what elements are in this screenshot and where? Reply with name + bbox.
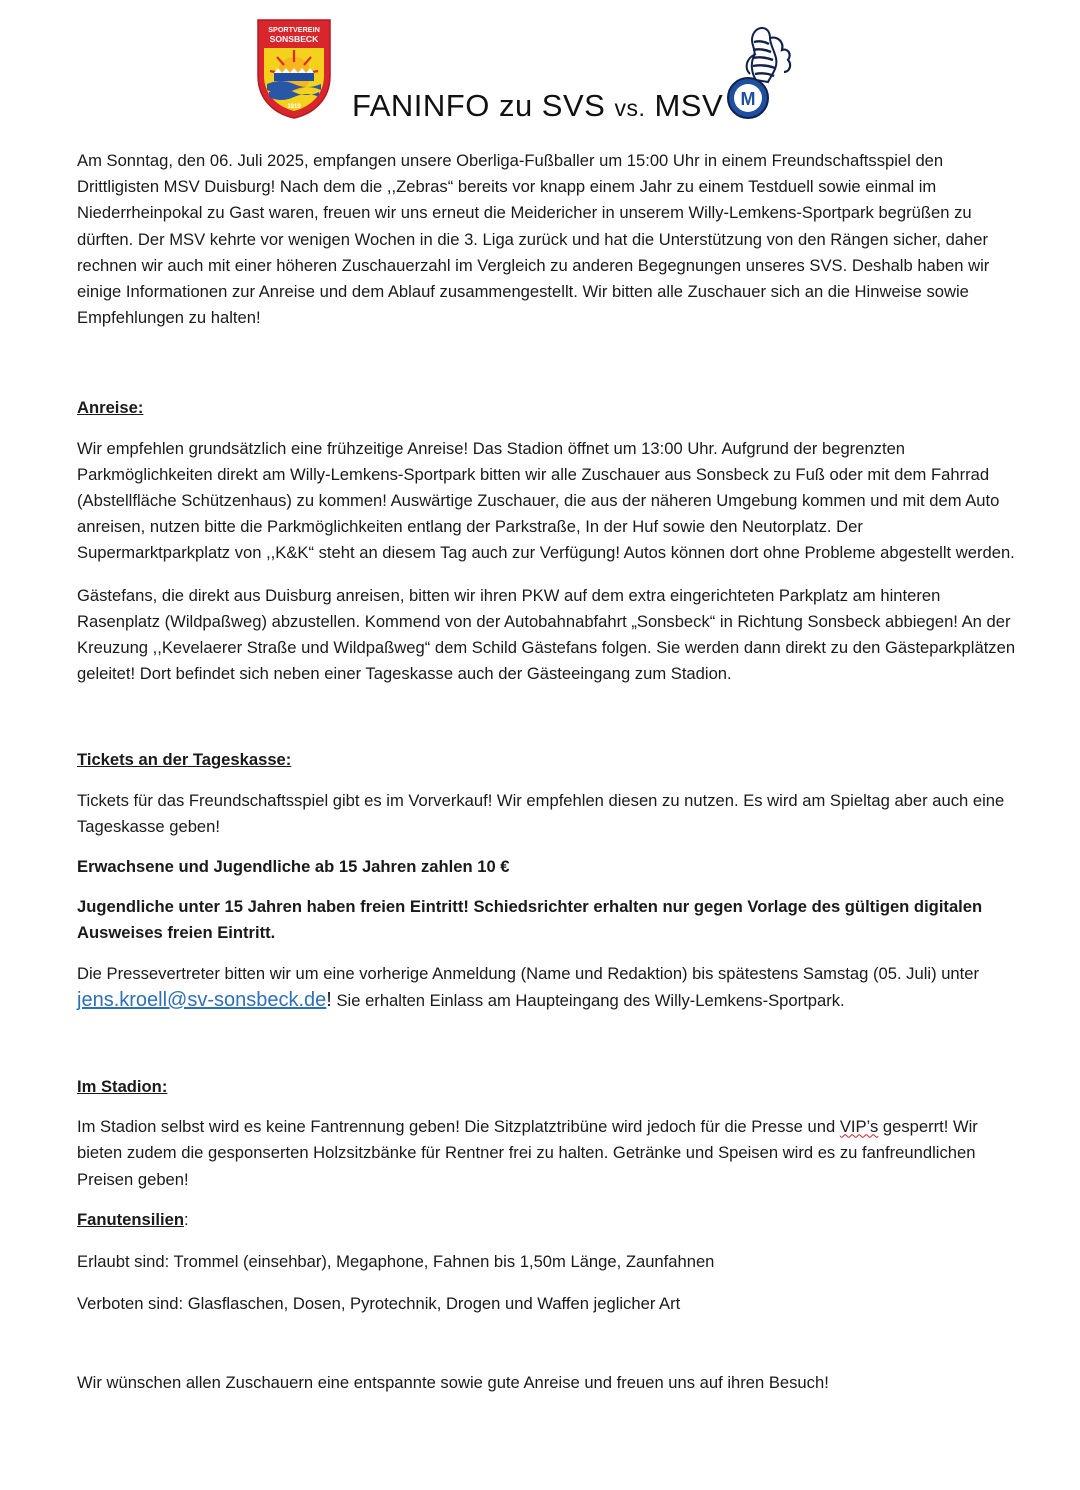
closing-paragraph: Wir wünschen allen Zuschauern eine entspannte sowie gute Anreise und freuen uns auf ihren Besuch! bbox=[77, 1372, 829, 1392]
stadion-vip-word: VIP’s bbox=[839, 1117, 879, 1137]
title-end: MSV bbox=[645, 88, 724, 123]
tickets-paragraph: Tickets für das Freundschaftsspiel gibt es im Vorverkauf! Wir empfehlen diesen zu nutzen. Es wird am Spieltag aber auch eine Tageskasse geben! bbox=[77, 790, 1005, 836]
sv-sonsbeck-crest-logo bbox=[255, 18, 333, 120]
document-header bbox=[0, 0, 1080, 140]
stadion-text-before: Im Stadion selbst wird es keine Fantrennung geben! Die Sitzplatztribüne wird jedoch für die Presse und bbox=[77, 1117, 840, 1137]
tickets-press-paragraph bbox=[77, 961, 1017, 1014]
tickets-free-entry: Jugendliche unter 15 Jahren haben freien Eintritt! Schiedsrichter erhalten nur gegen Vorlage des gültigen digitalen Ausweises freien Eintritt. bbox=[77, 897, 983, 943]
intro-paragraph: Am Sonntag, den 06. Juli 2025, empfangen unsere Oberliga-Fußballer um 15:00 Uhr in einem Freundschaftsspiel den Drittligisten MSV Duisburg! Nach dem die ,,Zebras“ bereits vor knapp einem Jahr zu einem Testduell sowie einmal im Niederrheinpokal zu Gast waren, freuen wir uns erneut die Meidericher in unserem Willy-Lemkens-Sportpark begrüßen zu dürften. Der MSV kehrte vor wenigen Wochen in die 3. Liga zurück und hat die Unterstützung von den Rängen sicher, daher rechnen wir auch mit einer höheren Zuschauerzahl im Vergleich zu anderen Begegnungen unseres SVS. Deshalb haben wir einige Informationen zur Anreise und dem Ablauf zusammengestellt. Wir bitten alle Zuschauer sich an die Hinweise sowie Empfehlungen zu halten! bbox=[77, 151, 990, 328]
press-email-link[interactable]: jens.kroell@sv-sonsbeck.de bbox=[77, 988, 327, 1011]
msv-zebra-logo-icon bbox=[722, 24, 796, 124]
press-email-bang: ! bbox=[326, 988, 332, 1011]
crest-name-text: SONSBECK bbox=[269, 34, 319, 44]
stadion-paragraph bbox=[77, 1114, 1017, 1193]
section-heading-anreise: Anreise: bbox=[77, 398, 144, 418]
title-main: FANINFO zu SVS bbox=[352, 88, 615, 123]
crest-top-text: SPORTVEREIN bbox=[268, 25, 320, 34]
title-vs: vs. bbox=[614, 95, 646, 121]
section-heading-fanutensilien: Fanutensilien bbox=[77, 1209, 184, 1229]
document-body bbox=[77, 148, 1017, 1396]
tickets-price-adults: Erwachsene und Jugendliche ab 15 Jahren zahlen 10 € bbox=[77, 857, 510, 877]
section-heading-tickets: Tickets an der Tageskasse: bbox=[77, 750, 292, 770]
section-heading-stadion: Im Stadion: bbox=[77, 1077, 168, 1097]
fanutensilien-allowed: Erlaubt sind: Trommel (einsehbar), Megaphone, Fahnen bis 1,50m Länge, Zaunfahnen bbox=[77, 1252, 715, 1272]
stadion-text-after: gesperrt! Wir bieten zudem die gesponserten Holzsitzbänke für Rentner frei zu halten. Getränke und Speisen wird es zu fanfreundlichen Preisen geben! bbox=[77, 1117, 978, 1189]
anreise-paragraph-2: Gästefans, die direkt aus Duisburg anreisen, bitten wir ihren PKW auf dem extra eingerichteten Parkplatz am hinteren Rasenplatz (Wildpaßweg) abzustellen. Kommend von der Autobahnabfahrt „Sonsbeck“ in Richtung Sonsbeck abbiegen! An der Kreuzung ,,Kevelaerer Straße und Wildpaßweg“ dem Schild Gästefans folgen. Sie werden dann direkt zu den Gästeparkplätzen geleitet! Dort befindet sich neben einer Tageskasse auch der Gästeeingang zum Stadion. bbox=[77, 585, 1016, 684]
crest-year-text: 1919 bbox=[287, 104, 301, 110]
fanutensilien-heading-colon: : bbox=[183, 1209, 189, 1229]
fanutensilien-forbidden: Verboten sind: Glasflaschen, Dosen, Pyrotechnik, Drogen und Waffen jeglicher Art bbox=[77, 1294, 681, 1314]
svg-text:M: M bbox=[740, 89, 756, 109]
fanutensilien-heading-line bbox=[77, 1207, 1017, 1233]
press-text-after: Sie erhalten Einlass am Haupteingang des Willy-Lemkens-Sportpark. bbox=[331, 990, 845, 1010]
press-text-before: Die Pressevertreter bitten wir um eine vorherige Anmeldung (Name und Redaktion) bis spätestens Samstag (05. Juli) unter bbox=[77, 963, 980, 983]
page-title bbox=[352, 88, 723, 124]
anreise-paragraph-1: Wir empfehlen grundsätzlich eine frühzeitige Anreise! Das Stadion öffnet um 13:00 Uhr. Aufgrund der begrenzten Parkmöglichkeiten direkt am Willy-Lemkens-Sportpark bitten wir alle Zuschauer aus Sonsbeck zu Fuß oder mit dem Fahrrad (Abstellfläche Schützenhaus) zu kommen! Auswärtige Zuschauer, die aus der näheren Umgebung kommen und mit dem Auto anreisen, nutzen bitte die Parkmöglichkeiten entlang der Parkstraße, In der Huf sowie den Neutorplatz. Der Supermarktparkplatz von ,,K&K“ steht an diesem Tag auch zur Verfügung! Autos können dort ohne Probleme abgestellt werden. bbox=[77, 438, 1015, 563]
